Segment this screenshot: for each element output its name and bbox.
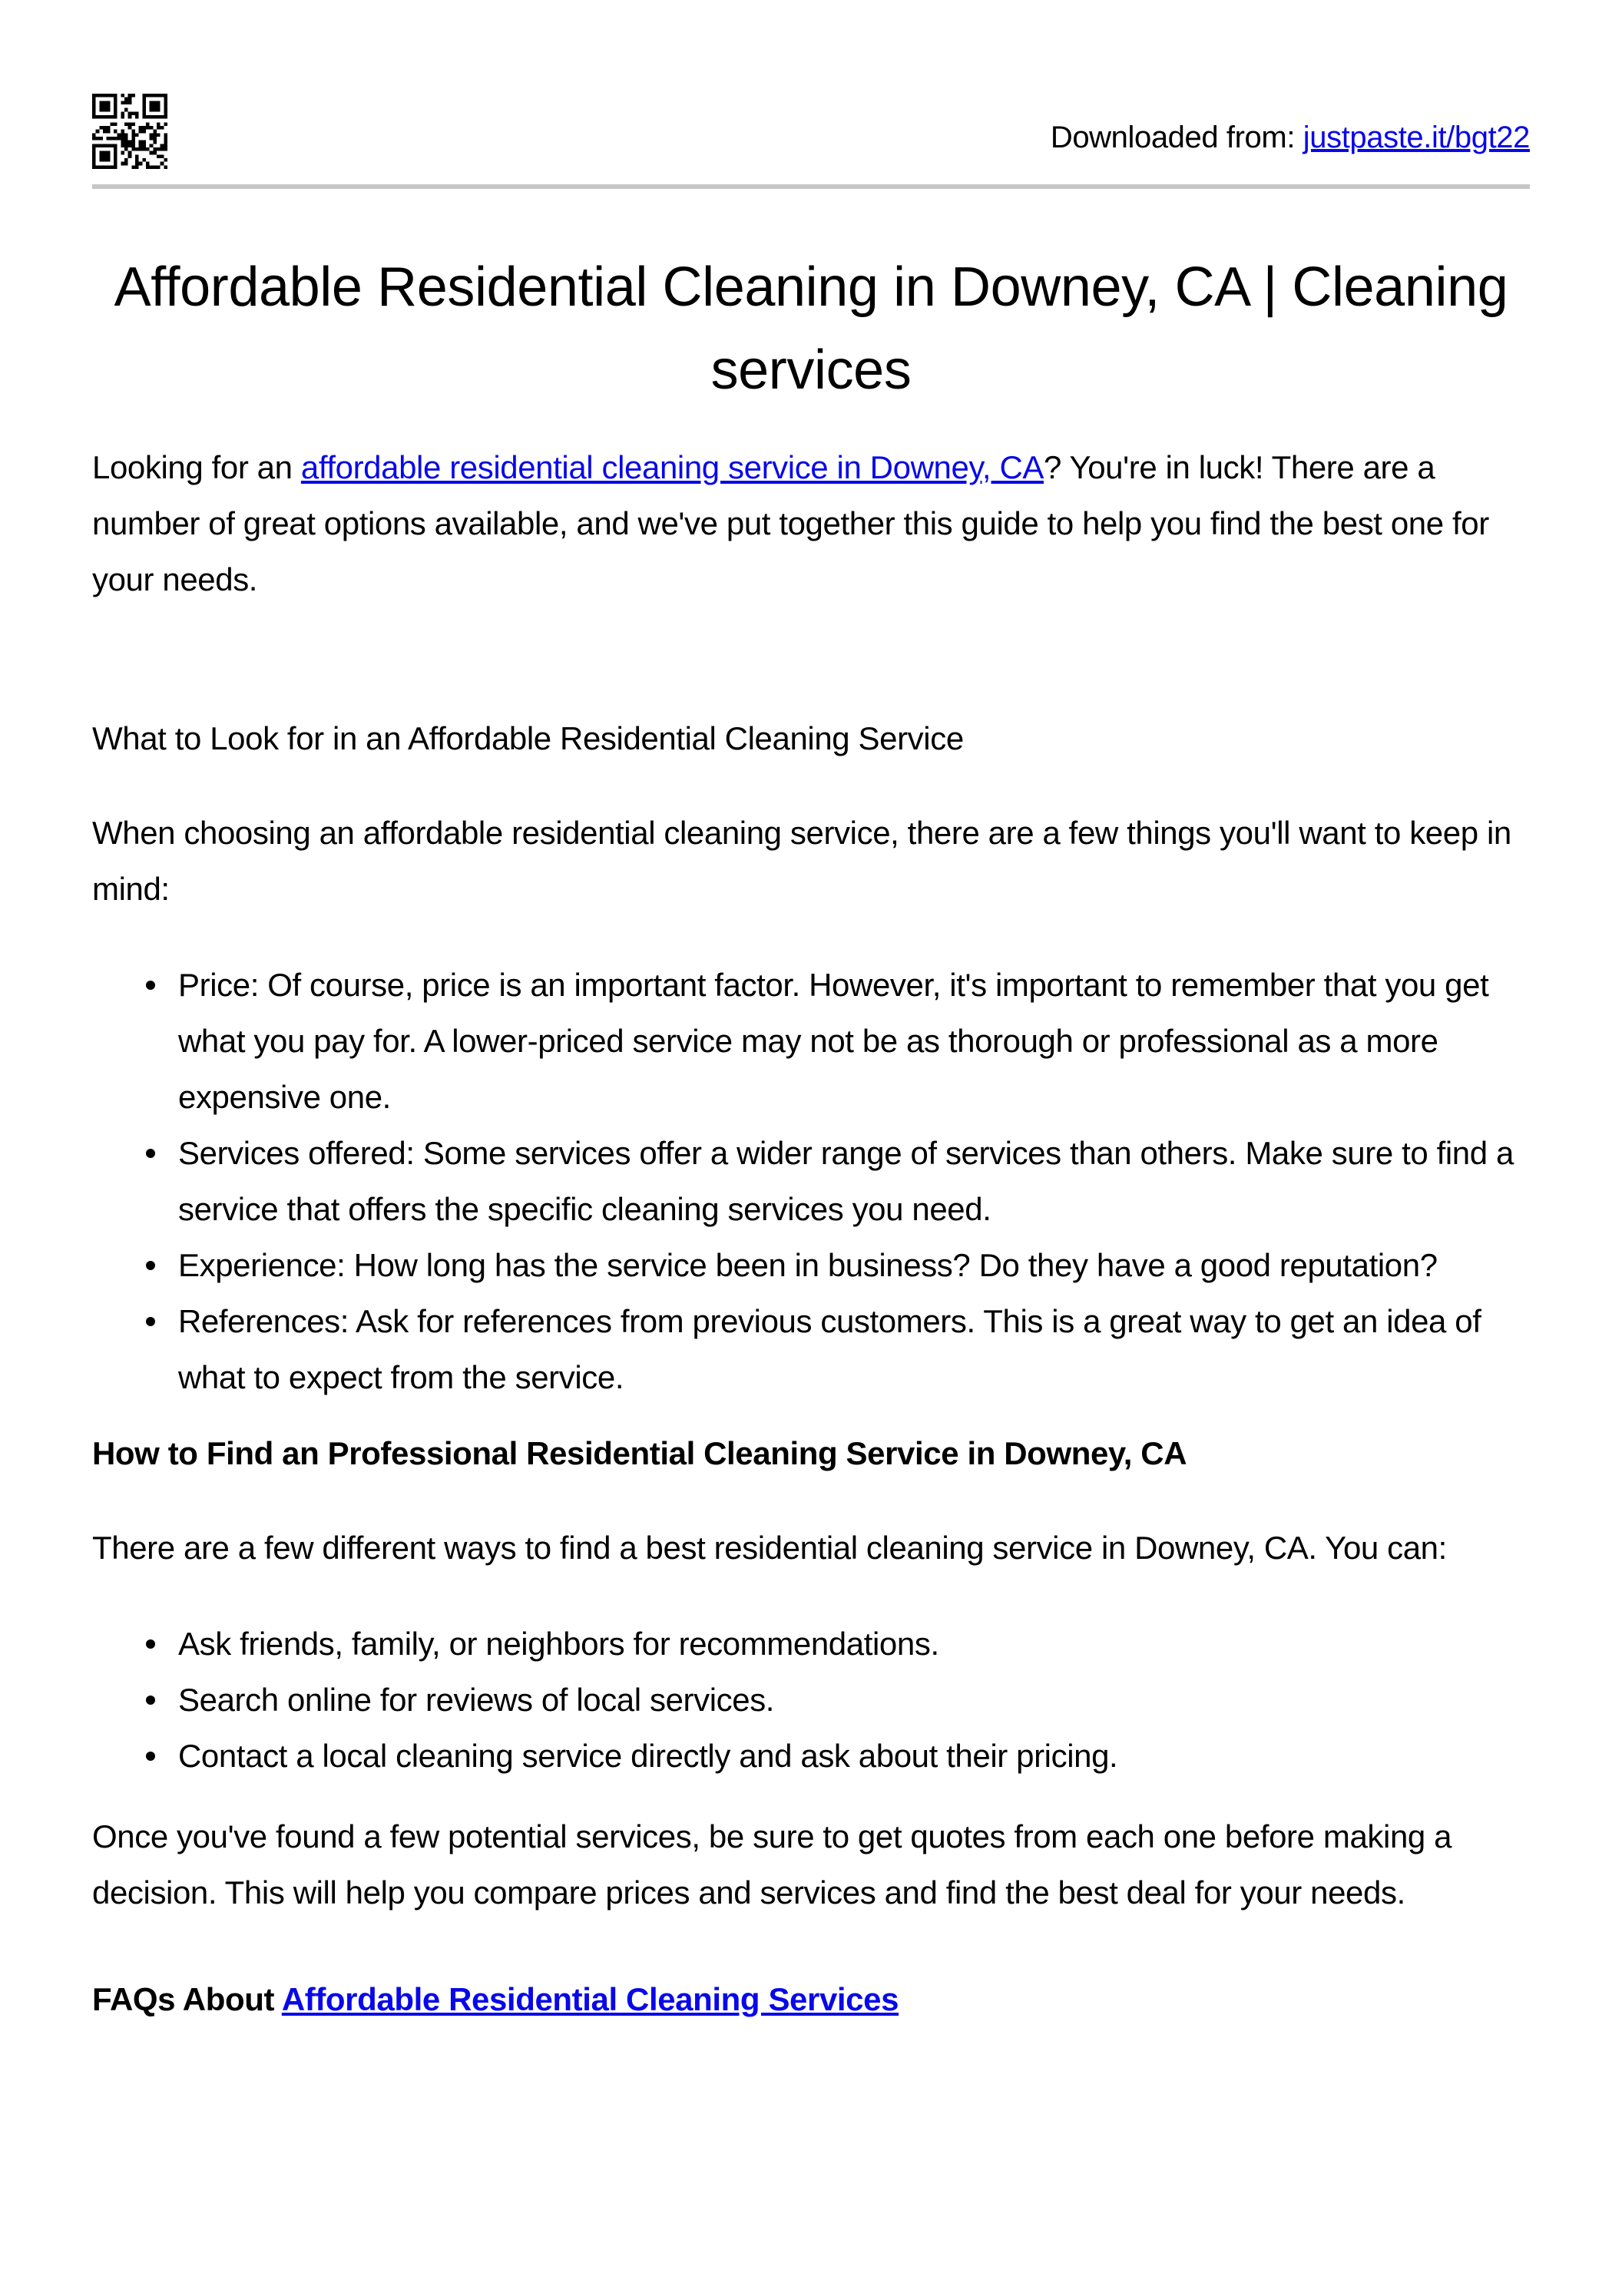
qr-code-icon — [92, 94, 167, 169]
considerations-list — [92, 957, 1530, 1405]
page-title: Affordable Residential Cleaning in Downey, CA | Cleaning services — [114, 256, 1508, 401]
paragraph-ways-to-find: There are a few different ways to find a best residential cleaning service in Downey, CA. You can: — [92, 1530, 1447, 1566]
list-item: Contact a local cleaning service directly and ask about their pricing. — [178, 1728, 1530, 1784]
faq-link[interactable]: Affordable Residential Cleaning Services — [281, 1981, 899, 2017]
list-item: References: Ask for references from previous customers. This is a great way to get an idea of what to expect from the service. — [178, 1293, 1530, 1405]
list-item: Experience: How long has the service been in business? Do they have a good reputation? — [178, 1237, 1530, 1293]
section-heading-what-to-look-for: What to Look for in an Affordable Residential Cleaning Service — [92, 720, 964, 756]
intro-paragraph — [92, 439, 1530, 607]
downloaded-from-label: Downloaded from: — [1050, 121, 1303, 154]
list-item: Search online for reviews of local services. — [178, 1672, 1530, 1728]
intro-text-after: ? You're in luck! There are a number of great options available, and we've put together this guide to help you find the best one for your needs. — [92, 449, 1489, 597]
ways-list — [92, 1616, 1530, 1784]
paragraph-get-quotes: Once you've found a few potential services, be sure to get quotes from each one before making a decision. This will help you compare prices and services and find the best deal for your needs. — [92, 1818, 1452, 1911]
intro-text-before: Looking for an — [92, 449, 301, 485]
downloaded-from-line — [1051, 120, 1530, 155]
page-header — [92, 94, 1530, 169]
list-item: Services offered: Some services offer a wider range of services than others. Make sure to find a service that offers the specific cleaning services you need. — [178, 1125, 1530, 1237]
intro-inline-link[interactable]: affordable residential cleaning service in Downey, CA — [300, 449, 1044, 485]
paragraph-when-choosing: When choosing an affordable residential cleaning service, there are a few things you'll want to keep in mind: — [92, 815, 1511, 907]
section-heading-how-to-find: How to Find an Professional Residential Cleaning Service in Downey, CA — [92, 1435, 1187, 1471]
list-item: Ask friends, family, or neighbors for recommendations. — [178, 1616, 1530, 1672]
faq-text-before: FAQs About — [92, 1981, 282, 2017]
source-link[interactable]: justpaste.it/bgt22 — [1303, 121, 1530, 154]
faq-heading — [92, 1971, 1530, 2027]
header-divider — [92, 184, 1530, 189]
list-item: Price: Of course, price is an important factor. However, it's important to remember that you get what you pay for. A lower-priced service may not be as thorough or professional as a more expensive one. — [178, 957, 1530, 1125]
